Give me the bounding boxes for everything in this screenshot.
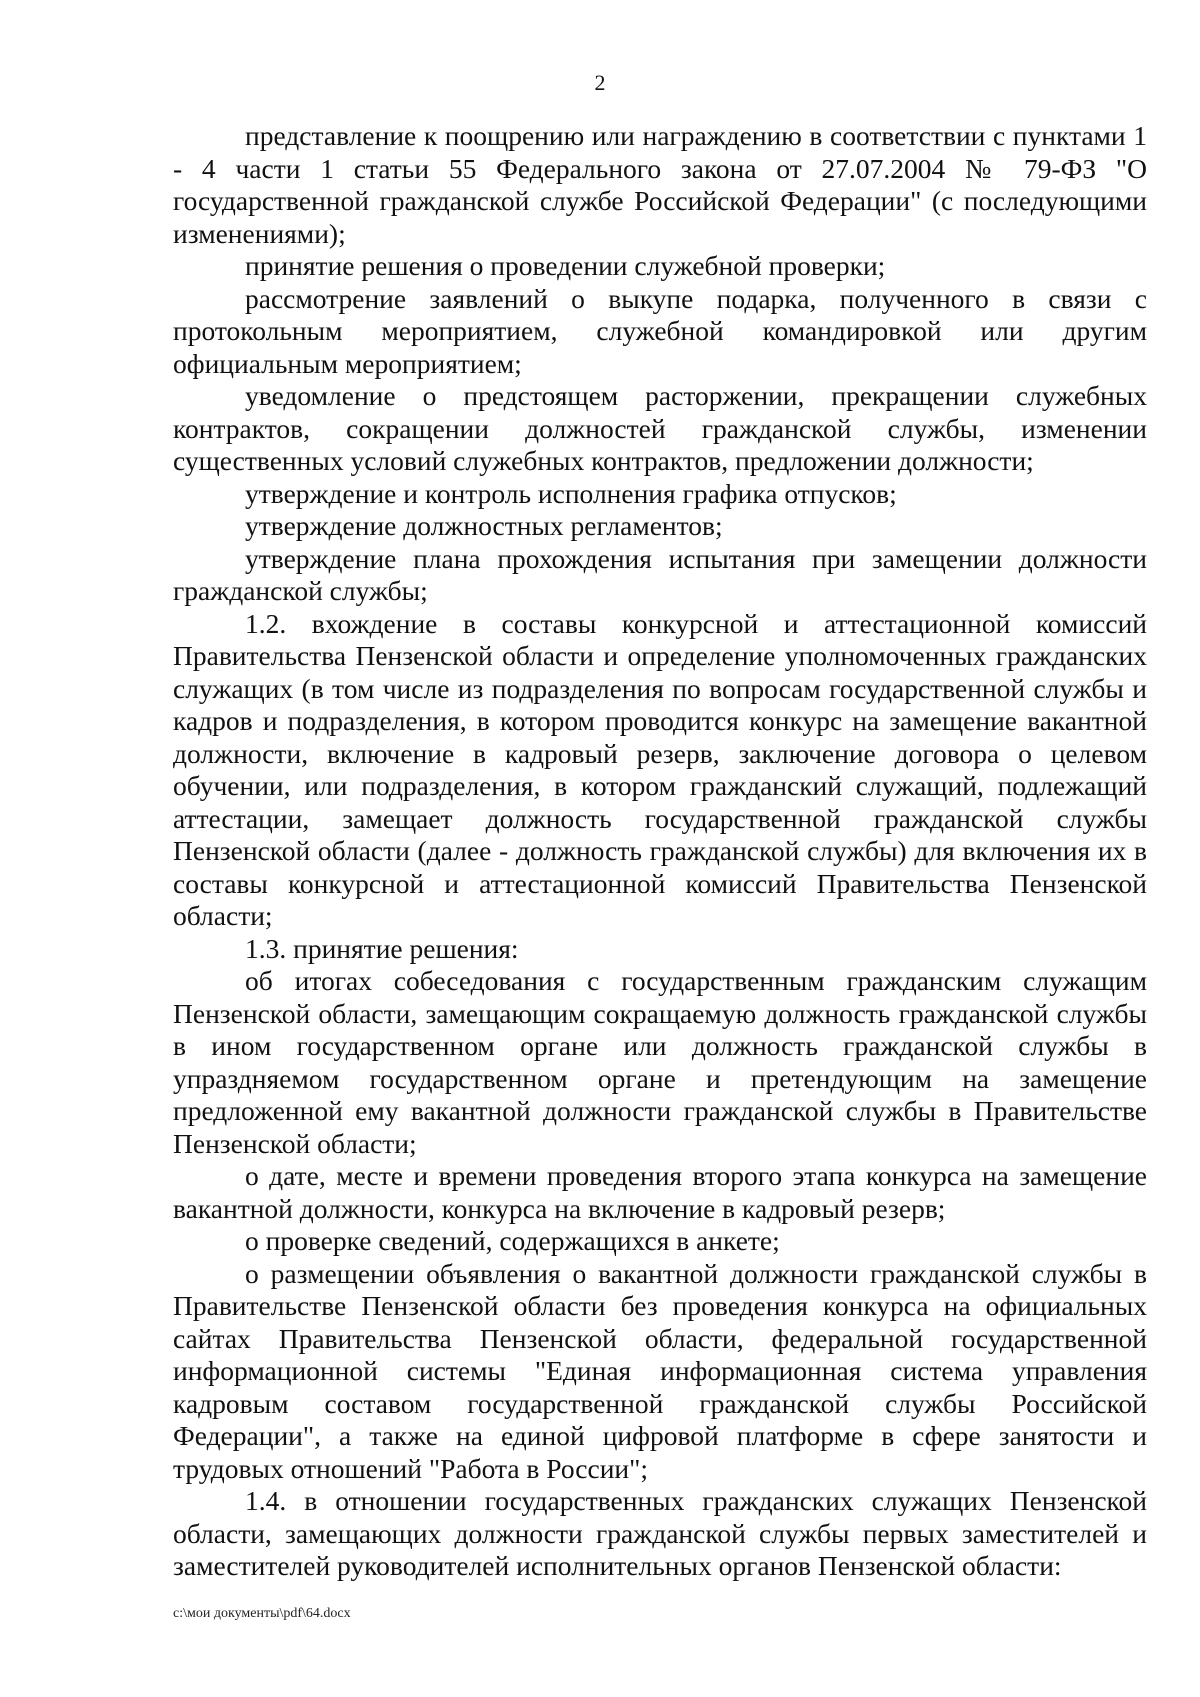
paragraph: 1.4. в отношении государственных гражданских служащих Пензенской области, замещающих должности гражданской службы первых заместителей и заместителей руководителей исполнительных органов Пензенской области: (173, 1485, 1147, 1581)
paragraph: утверждение плана прохождения испытания при замещении должности гражданской службы; (173, 542, 1147, 606)
page-number: 2 (594, 70, 606, 95)
paragraph: о проверке сведений, содержащихся в анкете; (245, 1225, 780, 1256)
paragraph: уведомление о предстоящем расторжении, прекращении служебных контрактов, сокращении должностей гражданской службы, изменении существенных условий служебных контрактов, предложении должности; (173, 380, 1147, 476)
paragraph: об итогах собеседования с государственным гражданским служащим Пензенской области, замещающим сокращаемую должность гражданской службы в ином государственном органе или должность гражданской службы в упраздняемом государственном органе и претендующим на замещение предложенной ему вакантной должности гражданской службы в Правительстве Пензенской области; (173, 965, 1147, 1159)
paragraph: о размещении объявления о вакантной должности гражданской службы в Правительстве Пензенской области без проведения конкурса на официальных сайтах Правительства Пензенской области, федеральной государственной информационной системы "Единая информационная система управления кадровым составом государственной гражданской службы Российской Федерации", а также на единой цифровой платформе в сфере занятости и трудовых отношений "Работа в России"; (173, 1257, 1147, 1484)
footer-file-path: c:\мои документы\pdf\64.docx (173, 1606, 351, 1621)
paragraph: 1.2. вхождение в составы конкурсной и аттестационной комиссий Правительства Пензенской области и определение уполномоченных гражданских служащих (в том числе из подразделения по вопросам государственной службы и кадров и подразделения, в котором проводится конкурс на замещение вакантной должности, включение в кадровый резерв, заключение договора о целевом обучении, или подразделения, в котором гражданский служащий, подлежащий аттестации, замещает должность государственной гражданской службы Пензенской области (далее - должность гражданской службы) для включения их в составы конкурсной и аттестационной комиссий Правительства Пензенской области; (173, 607, 1147, 931)
paragraph: утверждение и контроль исполнения графика отпусков; (245, 477, 897, 509)
paragraph: 1.3. принятие решения: (245, 932, 519, 964)
paragraph: о дате, месте и времени проведения второго этапа конкурса на замещение вакантной должности, конкурса на включение в кадровый резерв; (173, 1160, 1147, 1224)
paragraph: представление к поощрению или награждению в соответствии с пунктами 1 - 4 части 1 статьи 55 Федерального закона от 27.07.2004 № 79-ФЗ "О государственной гражданской службе Российской Федерации" (с последующими изменениями); (173, 120, 1147, 249)
paragraph: утверждение должностных регламентов; (245, 510, 723, 541)
document-body (173, 120, 1147, 1583)
paragraph: рассмотрение заявлений о выкупе подарка, полученного в связи с протокольным мероприятием, служебной командировкой или другим официальным мероприятием; (173, 282, 1147, 379)
paragraph: принятие решения о проведении служебной проверки; (245, 250, 886, 281)
